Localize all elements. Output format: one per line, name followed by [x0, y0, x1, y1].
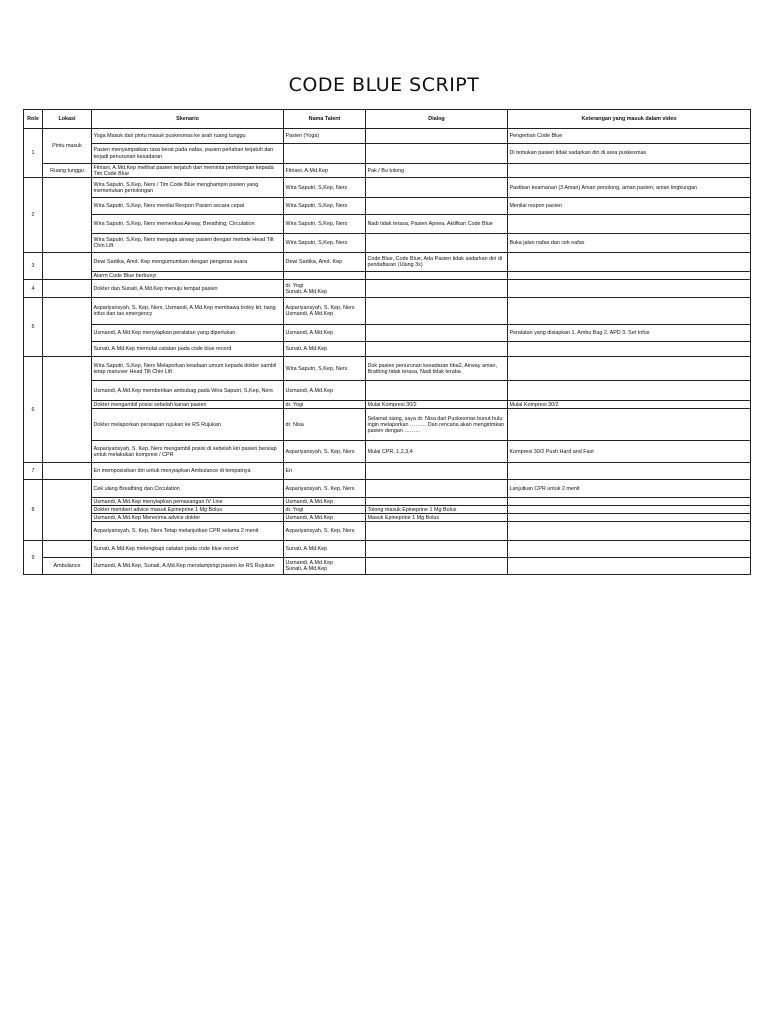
keterangan-cell [508, 463, 751, 480]
skenario-cell: Wira Saputri, S,Kep, Ners menilai Respon Pasien secara cepat [92, 198, 284, 215]
nama-talent-cell [284, 272, 366, 280]
dialog-cell [366, 522, 508, 541]
table-row [24, 522, 751, 541]
keterangan-cell [508, 280, 751, 298]
keterangan-cell [508, 164, 751, 178]
keterangan-cell [508, 298, 751, 325]
table-row [24, 234, 751, 253]
nama-talent-cell: Usmandi, A.Md.Kep [284, 514, 366, 522]
header-nama-talent: Nama Talent [284, 110, 366, 129]
nama-talent-cell: Aspariyansyah, S. Kep, Ners [284, 441, 366, 463]
dialog-cell [366, 280, 508, 298]
skenario-cell: Dewi Sartika, Amd. Kep mengumumkan dengan pengeras suara [92, 253, 284, 272]
keterangan-cell: Menilai respon pasien [508, 198, 751, 215]
dialog-cell [366, 234, 508, 253]
nama-talent-cell: Wira Saputri, S,Kep, Ners [284, 198, 366, 215]
skenario-cell: Sunati, A.Md.Kep memulai catatan pada code blue record [92, 342, 284, 357]
nama-talent-cell: Dewi Sartika, Amd. Kep [284, 253, 366, 272]
dialog-cell [366, 129, 508, 144]
role-cell: 9 [24, 541, 43, 575]
table-row [24, 441, 751, 463]
dialog-cell: Dok pasien penurunan kesadaran tiba2, Airway aman, Brathing tidak terasa, Nadi tidak teraba [366, 357, 508, 381]
table-row [24, 325, 751, 342]
table-row [24, 357, 751, 381]
role-cell: 4 [24, 280, 43, 298]
nama-talent-cell: Aspariyansyah, S. Kep, Ners [284, 522, 366, 541]
nama-talent-cell: Wira Saputri, S,Kep, Ners [284, 357, 366, 381]
lokasi-cell [43, 480, 92, 541]
skenario-cell: Dokter mengambil posisi sebelah kanan pasien [92, 401, 284, 409]
skenario-cell: Usmandi, A.Md.Kep menyiapkan pemasangan IV Line [92, 498, 284, 506]
dialog-cell [366, 381, 508, 401]
keterangan-cell [508, 357, 751, 381]
lokasi-cell [43, 178, 92, 253]
table-row [24, 498, 751, 506]
keterangan-cell: Peralatan yang disiapkan 1. Ambu Bag 2. APD 3. Set Infus [508, 325, 751, 342]
dialog-cell: Pak / Bu tolong [366, 164, 508, 178]
dialog-cell [366, 298, 508, 325]
table-row [24, 381, 751, 401]
table-row [24, 198, 751, 215]
dialog-cell [366, 480, 508, 498]
table-row [24, 178, 751, 198]
dialog-cell: Mulai Kompresi 30/2 [366, 401, 508, 409]
role-cell: 1 [24, 129, 43, 178]
skenario-cell: Dokter melaporkan persiapan rujukan ke RS Rujukan [92, 409, 284, 441]
table-row [24, 514, 751, 522]
role-cell: 2 [24, 178, 43, 253]
skenario-cell: Usmandi, A.Md.Kep Menerima advice dokter [92, 514, 284, 522]
dialog-cell: Masuk Epineprine 1 Mg Bolus [366, 514, 508, 522]
header-row [24, 110, 751, 129]
skenario-cell: Aspariyansyah, S. Kep, Ners Tetap melanjutkan CPR selama 2 menit [92, 522, 284, 541]
page-title: CODE BLUE SCRIPT [288, 74, 480, 96]
lokasi-cell [43, 463, 92, 480]
skenario-cell: Aspariyansyah, S. Kep, Ners mengambil posisi di sebelah kiri pasien bersiap untuk melakukan kompresi / CPR [92, 441, 284, 463]
header-lokasi: Lokasi [43, 110, 92, 129]
table-row [24, 541, 751, 558]
lokasi-cell: Ambulance [43, 558, 92, 575]
nama-talent-cell: Sunati, A.Md.Kep [284, 342, 366, 357]
header-skenario: Skenario [92, 110, 284, 129]
skenario-cell: Wira Saputri, S,Kep, Ners menjaga airway pasien dengan metode Head Tilt Chin Lift [92, 234, 284, 253]
role-cell: 3 [24, 253, 43, 280]
skenario-cell: Pasien menyampaikan rasa berat pada nafas, pasien perlahan terjatuh dan terjadi penurunan kesadaran [92, 144, 284, 164]
lokasi-cell [43, 280, 92, 298]
keterangan-cell: Lanjutkan CPR untuk 2 menit [508, 480, 751, 498]
skenario-cell: Wira Saputri, S,Kep, Ners / Tim Code Blue menghampiri pasien yang memerlukan pertolongan [92, 178, 284, 198]
skenario-cell: Usmandi, A.Md.Kep, Sunati, A.Md.Kep mendampingi pasien ke RS Rujukan [92, 558, 284, 575]
dialog-cell [366, 498, 508, 506]
nama-talent-cell: Fitriani, A.Md.Kep [284, 164, 366, 178]
keterangan-cell [508, 381, 751, 401]
skenario-cell: Yoga Masuk dari pintu masuk puskesmas ke arah ruang tunggu [92, 129, 284, 144]
table-body [24, 129, 751, 575]
dialog-cell: Selamat siang, saya dr. Nisa dari Puskesmas bunut hulu ingin melaporkan ……… Dan rencana akan mengirimkan pasien dengan ……… [366, 409, 508, 441]
table-row [24, 253, 751, 272]
keterangan-cell [508, 342, 751, 357]
dialog-cell [366, 178, 508, 198]
table-row [24, 215, 751, 234]
dialog-cell [366, 463, 508, 480]
lokasi-cell [43, 357, 92, 463]
table-row [24, 480, 751, 498]
nama-talent-cell [284, 144, 366, 164]
keterangan-cell: Pengertian Code Blue [508, 129, 751, 144]
keterangan-cell [508, 253, 751, 272]
keterangan-cell: Kompresi 30/2 Push Hard and Fast [508, 441, 751, 463]
nama-talent-cell: dr. Yogi Sunati, A.Md.Kep [284, 280, 366, 298]
nama-talent-cell: Usmandi, A.Md.Kep [284, 498, 366, 506]
keterangan-cell [508, 514, 751, 522]
nama-talent-cell: Usmandi, A.Md.Kep Sunati, A.Md.Kep [284, 558, 366, 575]
skenario-cell: Dokter memberi advice masuk Epineprine 1 Mg Bolus [92, 506, 284, 514]
nama-talent-cell: dr. Yogi [284, 506, 366, 514]
skenario-cell: Alarm Code Blue berbunyi [92, 272, 284, 280]
dialog-cell [366, 342, 508, 357]
keterangan-cell [508, 272, 751, 280]
dialog-cell: Nadi tidak terasa, Pasien Apnea, Aktifkan Code Blue [366, 215, 508, 234]
nama-talent-cell: Usmandi, A.Md.Kep [284, 381, 366, 401]
role-cell: 6 [24, 357, 43, 463]
table-row [24, 409, 751, 441]
keterangan-cell [508, 558, 751, 575]
header-keterangan: Keterangan yang masuk dalam video [508, 110, 751, 129]
dialog-cell: Tolong masuk Epineprine 1 Mg Bolus [366, 506, 508, 514]
table-row [24, 506, 751, 514]
keterangan-cell [508, 215, 751, 234]
keterangan-cell [508, 541, 751, 558]
nama-talent-cell: Wira Saputri, S,Kep, Ners [284, 178, 366, 198]
dialog-cell: Code Blue, Code Blue, Ada Pasien tidak sadarkan diri di pendaftaran (Ulang 3x) [366, 253, 508, 272]
nama-talent-cell: dr. Yogi [284, 401, 366, 409]
skenario-cell: Dokter dan Sunati, A.Md.Kep menuju tempat pasien [92, 280, 284, 298]
dialog-cell [366, 272, 508, 280]
nama-talent-cell: Eri [284, 463, 366, 480]
keterangan-cell [508, 506, 751, 514]
skenario-cell: Wira Saputri, S,Kep, Ners memeriksa Airway, Breathing, Circulation [92, 215, 284, 234]
nama-talent-cell: Wira Saputri, S,Kep, Ners [284, 215, 366, 234]
table-row [24, 342, 751, 357]
lokasi-cell [43, 253, 92, 280]
skenario-cell: Aspariyansyah, S. Kep, Ners, Usmandi, A.Md.Kep membawa troley kit, tiang infus dan tas emergency [92, 298, 284, 325]
lokasi-cell: Pintu masuk [43, 129, 92, 164]
skenario-cell: Cek ulang Breathing dan Circulation [92, 480, 284, 498]
role-cell: 8 [24, 480, 43, 541]
skenario-cell: Usmandi, A.Md.Kep memberikan ambubag pada Wira Saputri, S,Kep, Ners [92, 381, 284, 401]
table-row [24, 558, 751, 575]
skenario-cell: Eri memposisikan diri untuk menyiapkan Ambulance di tempatnya [92, 463, 284, 480]
dialog-cell [366, 541, 508, 558]
header-role: Role [24, 110, 43, 129]
nama-talent-cell: Usmandi, A.Md.Kep [284, 325, 366, 342]
lokasi-cell: Ruang tunggu [43, 164, 92, 178]
skenario-cell: Wira Saputri, S,Kep, Ners Melaporkan keadaan umum kepada dokter sambil tetap manuver Head Tilt Chin Lift [92, 357, 284, 381]
table-row [24, 401, 751, 409]
dialog-cell [366, 198, 508, 215]
skenario-cell: Sunati, A.Md.Kep melengkapi catatan pada code blue record [92, 541, 284, 558]
keterangan-cell: Mulai Kompresi 30/2 [508, 401, 751, 409]
dialog-cell: Mulai CPR, 1,2,3,4 [366, 441, 508, 463]
keterangan-cell: Buka jalan nafas dan cek nafas [508, 234, 751, 253]
header-dialog: Dialog [366, 110, 508, 129]
nama-talent-cell: Aspariyansyah, S. Kep, Ners Usmandi, A.Md.Kep [284, 298, 366, 325]
nama-talent-cell: Aspariyansyah, S. Kep, Ners [284, 480, 366, 498]
role-cell: 7 [24, 463, 43, 480]
keterangan-cell: Di temukan pasien tidak sadarkan diri di area puskesmas [508, 144, 751, 164]
table-header [24, 110, 751, 129]
skenario-cell: Usmandi, A.Md.Kep menyiapkan peralatan yang diperlukan [92, 325, 284, 342]
lokasi-cell [43, 298, 92, 357]
role-cell: 5 [24, 298, 43, 357]
skenario-cell: Fitriani, A.Md.Kep melihat pasien terjatuh dan meminta pertolongan kepada Tim Code Blue [92, 164, 284, 178]
table-row [24, 298, 751, 325]
table-row [24, 280, 751, 298]
table-row [24, 144, 751, 164]
table-row [24, 129, 751, 144]
table-row [24, 463, 751, 480]
keterangan-cell [508, 522, 751, 541]
dialog-cell [366, 558, 508, 575]
keterangan-cell: Pastikan keamanan (3 Aman) Aman penolong, aman pasien, aman lingkungan [508, 178, 751, 198]
keterangan-cell [508, 498, 751, 506]
nama-talent-cell: Wira Saputri, S,Kep, Ners [284, 234, 366, 253]
lokasi-cell [43, 541, 92, 558]
dialog-cell [366, 325, 508, 342]
table-row [24, 272, 751, 280]
keterangan-cell [508, 409, 751, 441]
code-blue-script-table [23, 109, 751, 575]
table-row [24, 164, 751, 178]
nama-talent-cell: Pasien (Yoga) [284, 129, 366, 144]
nama-talent-cell: Sunati, A.Md.Kep [284, 541, 366, 558]
nama-talent-cell: dr. Nisa [284, 409, 366, 441]
dialog-cell [366, 144, 508, 164]
